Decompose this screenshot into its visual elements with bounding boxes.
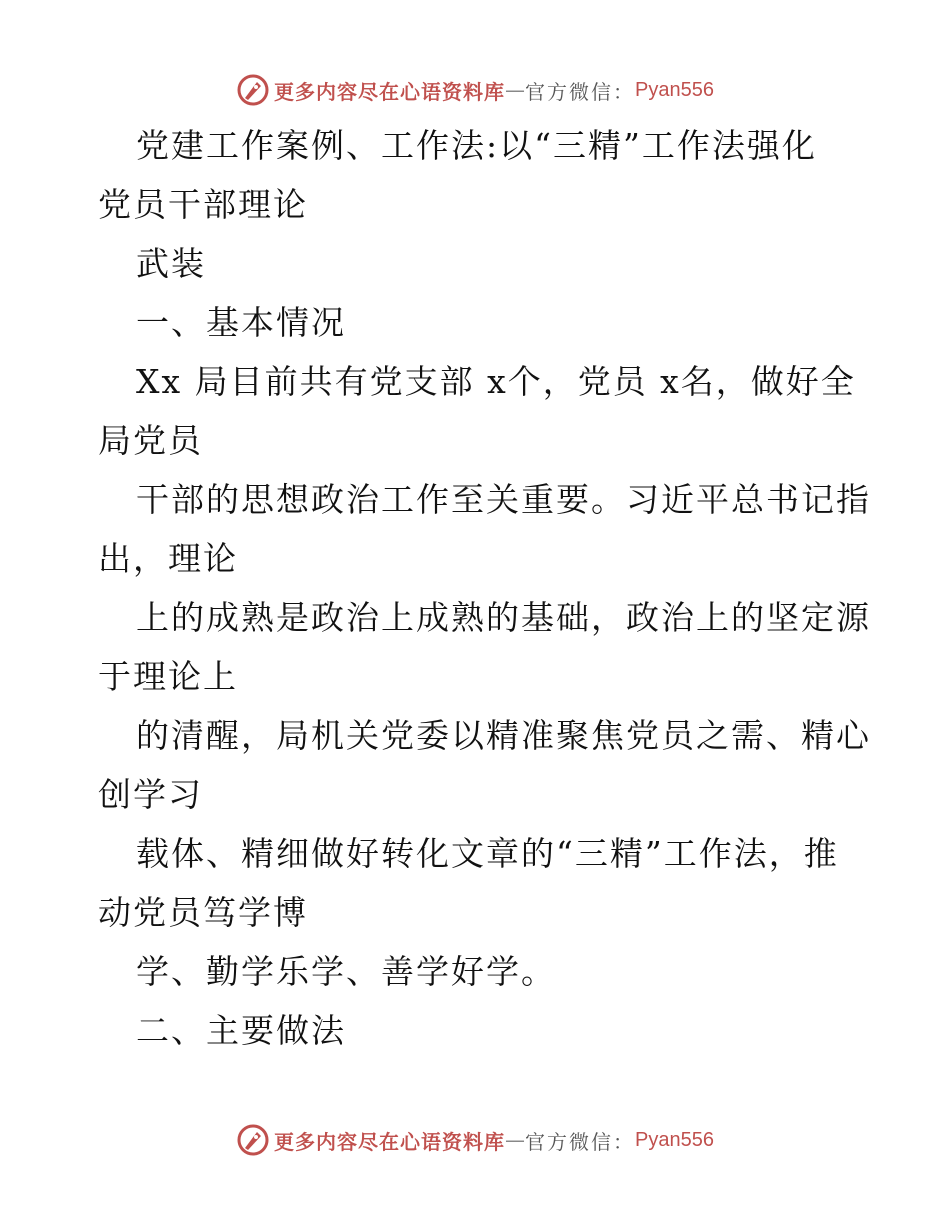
paragraph-line: 干部的思想政治工作至关重要。习近平总书记指 [136, 480, 871, 519]
watermark-dash: — [505, 1128, 526, 1152]
watermark-wechat-label: 官方微信： [525, 79, 636, 104]
paragraph-line: 上的成熟是政治上成熟的基础，政治上的坚定源 [136, 598, 871, 637]
watermark-wechat-id: Pyan556 [635, 1128, 714, 1151]
paragraph-line: 学、勤学乐学、善学好学。 [136, 952, 556, 991]
section-heading: 二、主要做法 [136, 1011, 346, 1050]
watermark-site-text: 更多内容尽在心语资料库 [274, 1129, 506, 1154]
watermark-footer [0, 1120, 950, 1160]
watermark-dash: — [505, 78, 526, 102]
paragraph-line: 于理论上 [98, 657, 238, 696]
paragraph-line: 局党员 [98, 421, 203, 460]
pen-nib-circle-icon [236, 73, 270, 107]
paragraph-line: 出，理论 [98, 539, 238, 578]
watermark-header [0, 70, 950, 110]
section-heading: 一、基本情况 [136, 303, 346, 342]
paragraph-line: 载体、精细做好转化文章的“三精”工作法，推 [136, 834, 839, 873]
paragraph-line: 的清醒，局机关党委以精准聚焦党员之需、精心 [136, 716, 871, 755]
watermark-wechat-id: Pyan556 [635, 78, 714, 101]
watermark-site-text: 更多内容尽在心语资料库 [274, 79, 506, 104]
paragraph-line: 动党员笃学博 [98, 893, 308, 932]
paragraph-line: 创学习 [98, 775, 203, 814]
document-body [98, 116, 871, 1060]
document-title-line: 党建工作案例、工作法:以“三精”工作法强化 [136, 126, 817, 165]
document-title-line: 党员干部理论 [98, 185, 308, 224]
paragraph-line: Xx 局目前共有党支部 x个，党员 x名，做好全 [136, 362, 856, 401]
watermark-wechat-label: 官方微信： [525, 1129, 636, 1154]
pen-nib-circle-icon [236, 1123, 270, 1157]
document-title-line: 武装 [136, 244, 206, 283]
